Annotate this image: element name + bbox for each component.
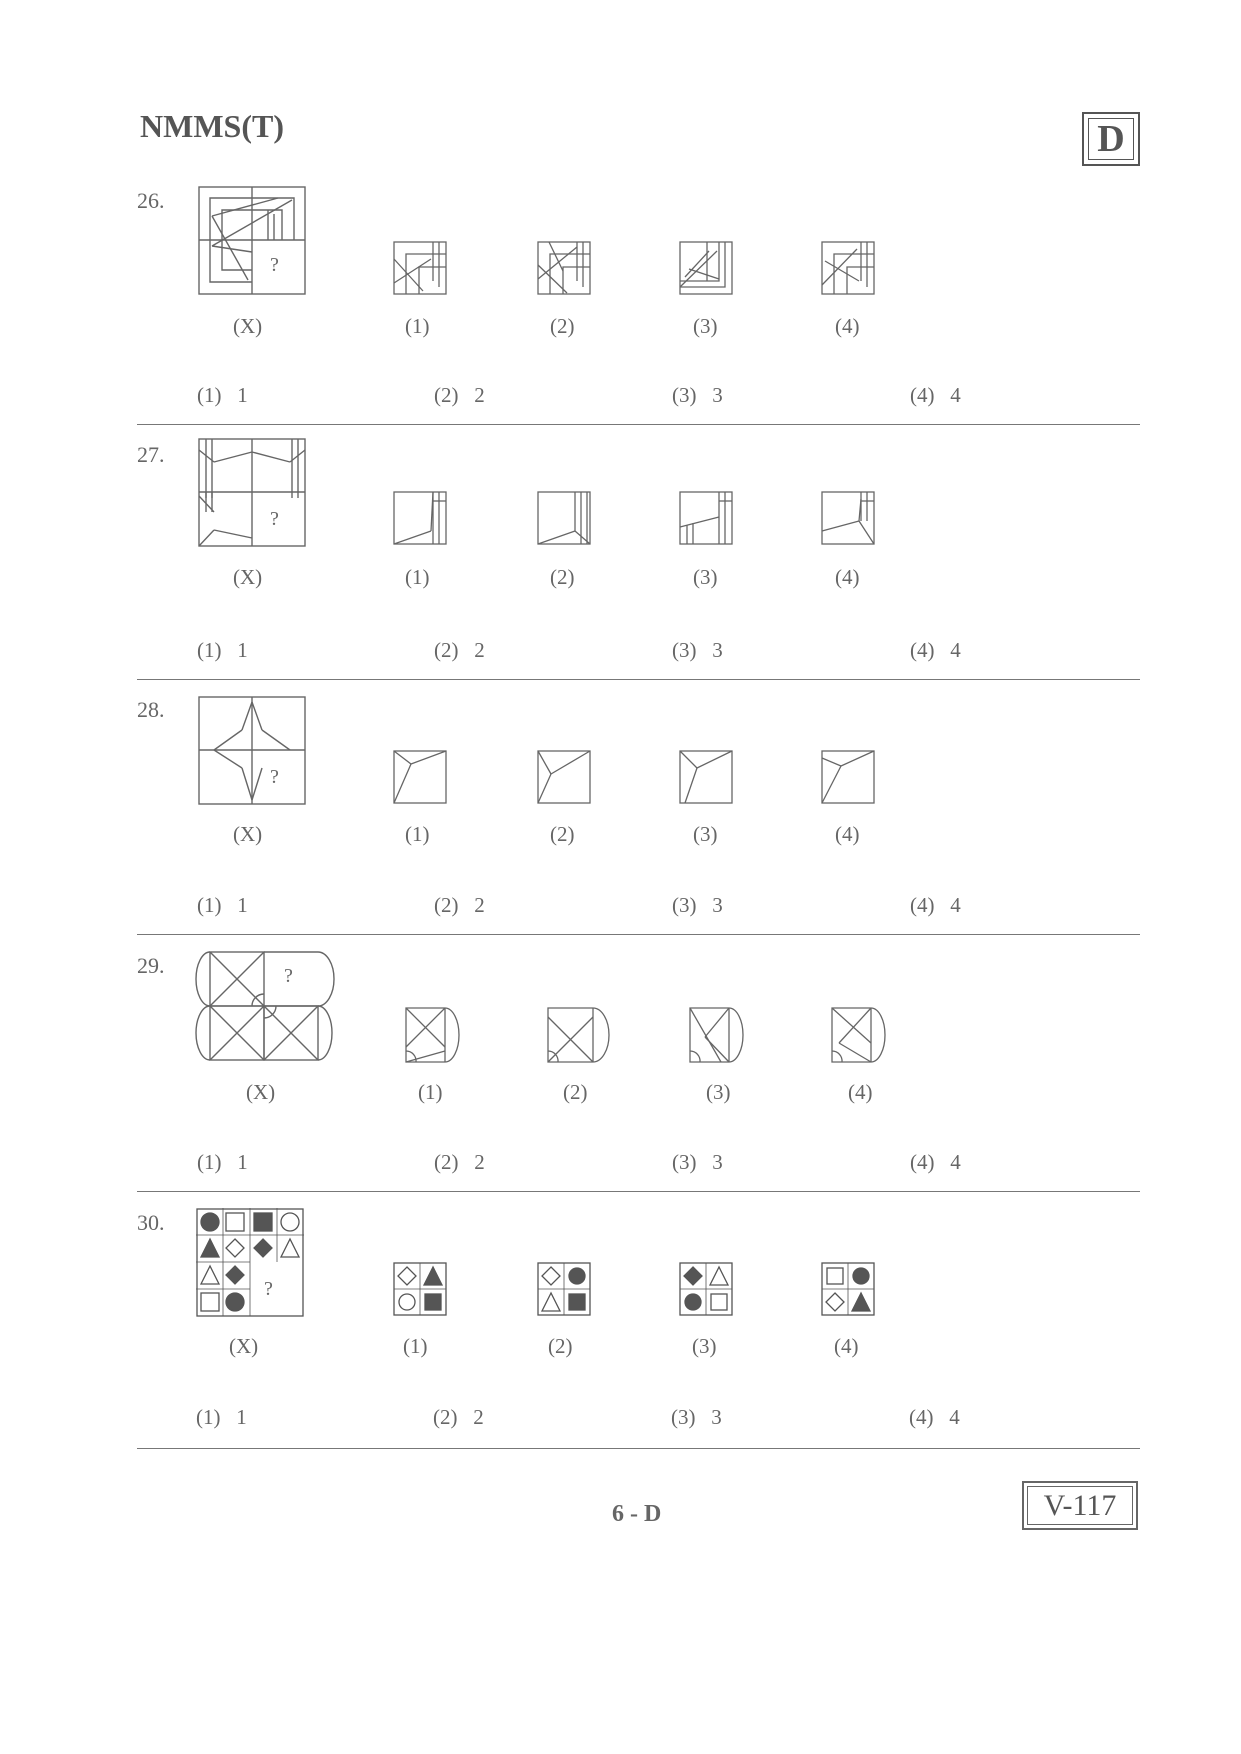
question-divider: [137, 1191, 1140, 1192]
figure-label-x: (X): [233, 565, 263, 589]
q30-answer-figure-2: [537, 1262, 591, 1316]
question-number: 26.: [137, 188, 165, 213]
answer-option-4[interactable]: (4) 4: [910, 383, 961, 407]
answer-option-2[interactable]: (2) 2: [434, 893, 485, 917]
page-number: 6 - D: [612, 1501, 662, 1527]
q29-answer-figure-3: [689, 1007, 761, 1063]
figure-label-2: (2): [550, 822, 575, 846]
figure-label-3: (3): [693, 822, 718, 846]
q27-answer-figure-1: [393, 491, 447, 545]
q30-answer-figure-3: [679, 1262, 733, 1316]
q29-question-figure: [196, 951, 334, 1063]
q27-question-figure: [198, 438, 306, 548]
answer-option-4[interactable]: (4) 4: [909, 1405, 960, 1429]
answer-option-1[interactable]: (1) 1: [197, 383, 248, 407]
answer-option-3[interactable]: (3) 3: [672, 1150, 723, 1174]
q26-answer-figure-4: [821, 241, 875, 295]
paper-code-box: [1022, 1481, 1138, 1530]
question-divider: [137, 1448, 1140, 1449]
q26-question-figure: [198, 186, 306, 296]
missing-quadrant-mark: ?: [270, 766, 279, 788]
figure-label-x: (X): [233, 822, 263, 846]
missing-quadrant-mark: ?: [264, 1278, 273, 1300]
set-code-box: [1082, 112, 1140, 166]
answer-option-2[interactable]: (2) 2: [434, 638, 485, 662]
q27-answer-figure-2: [537, 491, 591, 545]
answer-option-3[interactable]: (3) 3: [671, 1405, 722, 1429]
figure-label-3: (3): [692, 1334, 717, 1358]
figure-label-3: (3): [706, 1080, 731, 1104]
figure-label-2: (2): [550, 314, 575, 338]
figure-label-1: (1): [403, 1334, 428, 1358]
answer-option-3[interactable]: (3) 3: [672, 383, 723, 407]
q28-answer-figure-1: [393, 750, 447, 804]
q28-answer-figure-2: [537, 750, 591, 804]
figure-label-4: (4): [835, 565, 860, 589]
set-code: D: [1097, 118, 1125, 160]
missing-quadrant-mark: ?: [270, 254, 279, 276]
q28-answer-figure-3: [679, 750, 733, 804]
figure-label-2: (2): [550, 565, 575, 589]
figure-label-1: (1): [418, 1080, 443, 1104]
q27-answer-figure-4: [821, 491, 875, 545]
answer-option-1[interactable]: (1) 1: [197, 893, 248, 917]
q29-answer-figure-1: [405, 1007, 477, 1063]
figure-label-4: (4): [835, 314, 860, 338]
q26-answer-figure-3: [679, 241, 733, 295]
answer-option-4[interactable]: (4) 4: [910, 893, 961, 917]
exam-title: NMMS(T): [140, 108, 284, 144]
q27-answer-figure-3: [679, 491, 733, 545]
q26-answer-figure-2: [537, 241, 591, 295]
question-divider: [137, 424, 1140, 425]
answer-option-1[interactable]: (1) 1: [197, 638, 248, 662]
question-number: 29.: [137, 953, 165, 978]
question-number: 28.: [137, 697, 165, 722]
figure-label-4: (4): [848, 1080, 873, 1104]
figure-label-x: (X): [229, 1334, 259, 1358]
answer-option-2[interactable]: (2) 2: [434, 383, 485, 407]
answer-option-2[interactable]: (2) 2: [433, 1405, 484, 1429]
figure-label-1: (1): [405, 314, 430, 338]
figure-label-3: (3): [693, 565, 718, 589]
answer-option-2[interactable]: (2) 2: [434, 1150, 485, 1174]
q30-answer-figure-4: [821, 1262, 875, 1316]
answer-option-4[interactable]: (4) 4: [910, 1150, 961, 1174]
figure-label-2: (2): [548, 1334, 573, 1358]
answer-option-4[interactable]: (4) 4: [910, 638, 961, 662]
q30-answer-figure-1: [393, 1262, 447, 1316]
q29-answer-figure-2: [547, 1007, 619, 1063]
answer-option-1[interactable]: (1) 1: [196, 1405, 247, 1429]
missing-quadrant-mark: ?: [270, 508, 279, 530]
question-divider: [137, 934, 1140, 935]
q29-answer-figure-4: [831, 1007, 903, 1063]
answer-option-1[interactable]: (1) 1: [197, 1150, 248, 1174]
figure-label-x: (X): [246, 1080, 276, 1104]
q28-answer-figure-4: [821, 750, 875, 804]
q26-answer-figure-1: [393, 241, 447, 295]
figure-label-4: (4): [835, 822, 860, 846]
figure-label-2: (2): [563, 1080, 588, 1104]
figure-label-1: (1): [405, 565, 430, 589]
figure-label-x: (X): [233, 314, 263, 338]
figure-label-4: (4): [834, 1334, 859, 1358]
figure-label-1: (1): [405, 822, 430, 846]
paper-code: V-117: [1043, 1489, 1117, 1522]
answer-option-3[interactable]: (3) 3: [672, 638, 723, 662]
question-number: 27.: [137, 442, 165, 467]
question-divider: [137, 679, 1140, 680]
question-number: 30.: [137, 1210, 165, 1235]
figure-label-3: (3): [693, 314, 718, 338]
answer-option-3[interactable]: (3) 3: [672, 893, 723, 917]
missing-quadrant-mark: ?: [284, 965, 293, 987]
q30-question-figure: [196, 1208, 304, 1318]
q28-question-figure: [198, 696, 306, 806]
